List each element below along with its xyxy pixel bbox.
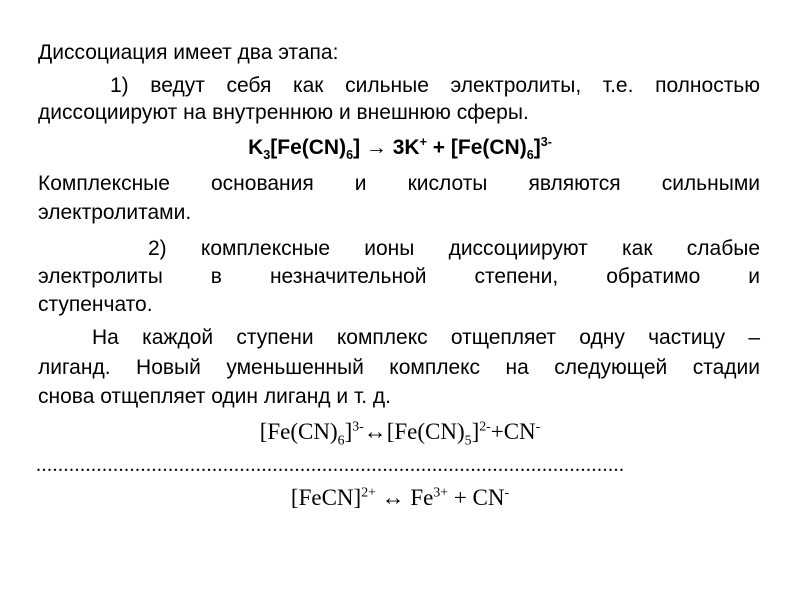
step2-line3: ступенчато. <box>38 293 153 316</box>
eq1-charge: 3- <box>540 135 552 149</box>
eq3-a-charge: 2+ <box>361 484 376 500</box>
eq2-a-charge: 3- <box>352 418 364 434</box>
eq2-c-charge: - <box>535 418 541 434</box>
eq3-c: + CN <box>448 485 505 510</box>
eq1-plus: + [Fe(CN) <box>426 136 527 159</box>
eq2-b-close: ] <box>471 419 480 444</box>
step2-line1: 2) комплексные ионы диссоциируют как слабые <box>148 237 760 260</box>
eq1-k-charge: + <box>419 135 427 149</box>
eq2-c: +CN <box>490 419 536 444</box>
eq1-k: K <box>248 136 264 159</box>
equation-2 <box>0 418 800 448</box>
dotted-separator: ........................................................................................................... <box>36 455 625 475</box>
eq2-arrow: ↔ <box>363 419 387 444</box>
eq1-cn-sub: 6 <box>346 148 354 163</box>
eq2-b-sub: 5 <box>464 432 472 448</box>
eq3-arrow: ↔ Fe <box>375 485 434 510</box>
equation-1 <box>0 135 800 163</box>
para2-line1: Комплексные основания и кислоты являются сильными <box>38 172 760 195</box>
para3-line1: На каждой ступени комплекс отщепляет одну частицу – <box>92 326 760 349</box>
equation-3 <box>0 486 800 509</box>
eq2-a-close: ] <box>344 419 353 444</box>
eq2-b: [Fe(CN) <box>386 419 465 444</box>
eq1-k-sub: 3 <box>263 148 271 163</box>
eq3-fe-charge: 3+ <box>433 484 449 500</box>
eq1-cn-sub2: 6 <box>526 148 534 163</box>
eq1-rhs: ] → 3K <box>353 136 420 159</box>
eq1-close: ] <box>533 136 541 159</box>
eq3-a: [FeCN] <box>290 485 362 510</box>
para2-line2: электролитами. <box>38 201 192 224</box>
para3-line3: снова отщепляет один лиганд и т. д. <box>38 385 391 408</box>
eq2-b-charge: 2- <box>479 418 491 434</box>
eq2-a-sub: 6 <box>337 432 345 448</box>
para3-line2: лиганд. Новый уменьшенный комплекс на следующей стадии <box>38 356 760 379</box>
eq2-a: [Fe(CN) <box>259 419 338 444</box>
step2-line2: электролиты в незначительной степени, обратимо и <box>38 265 760 288</box>
step1-line1: 1) ведут себя как сильные электролиты, т.е. полностью <box>110 74 760 97</box>
step1-line2: диссоциируют на внутреннюю и внешнюю сферы. <box>38 101 529 124</box>
heading-line: Диссоциация имеет два этапа: <box>38 41 339 64</box>
eq1-fe-open: [Fe(CN) <box>270 136 347 159</box>
eq3-c-charge: - <box>504 484 510 500</box>
